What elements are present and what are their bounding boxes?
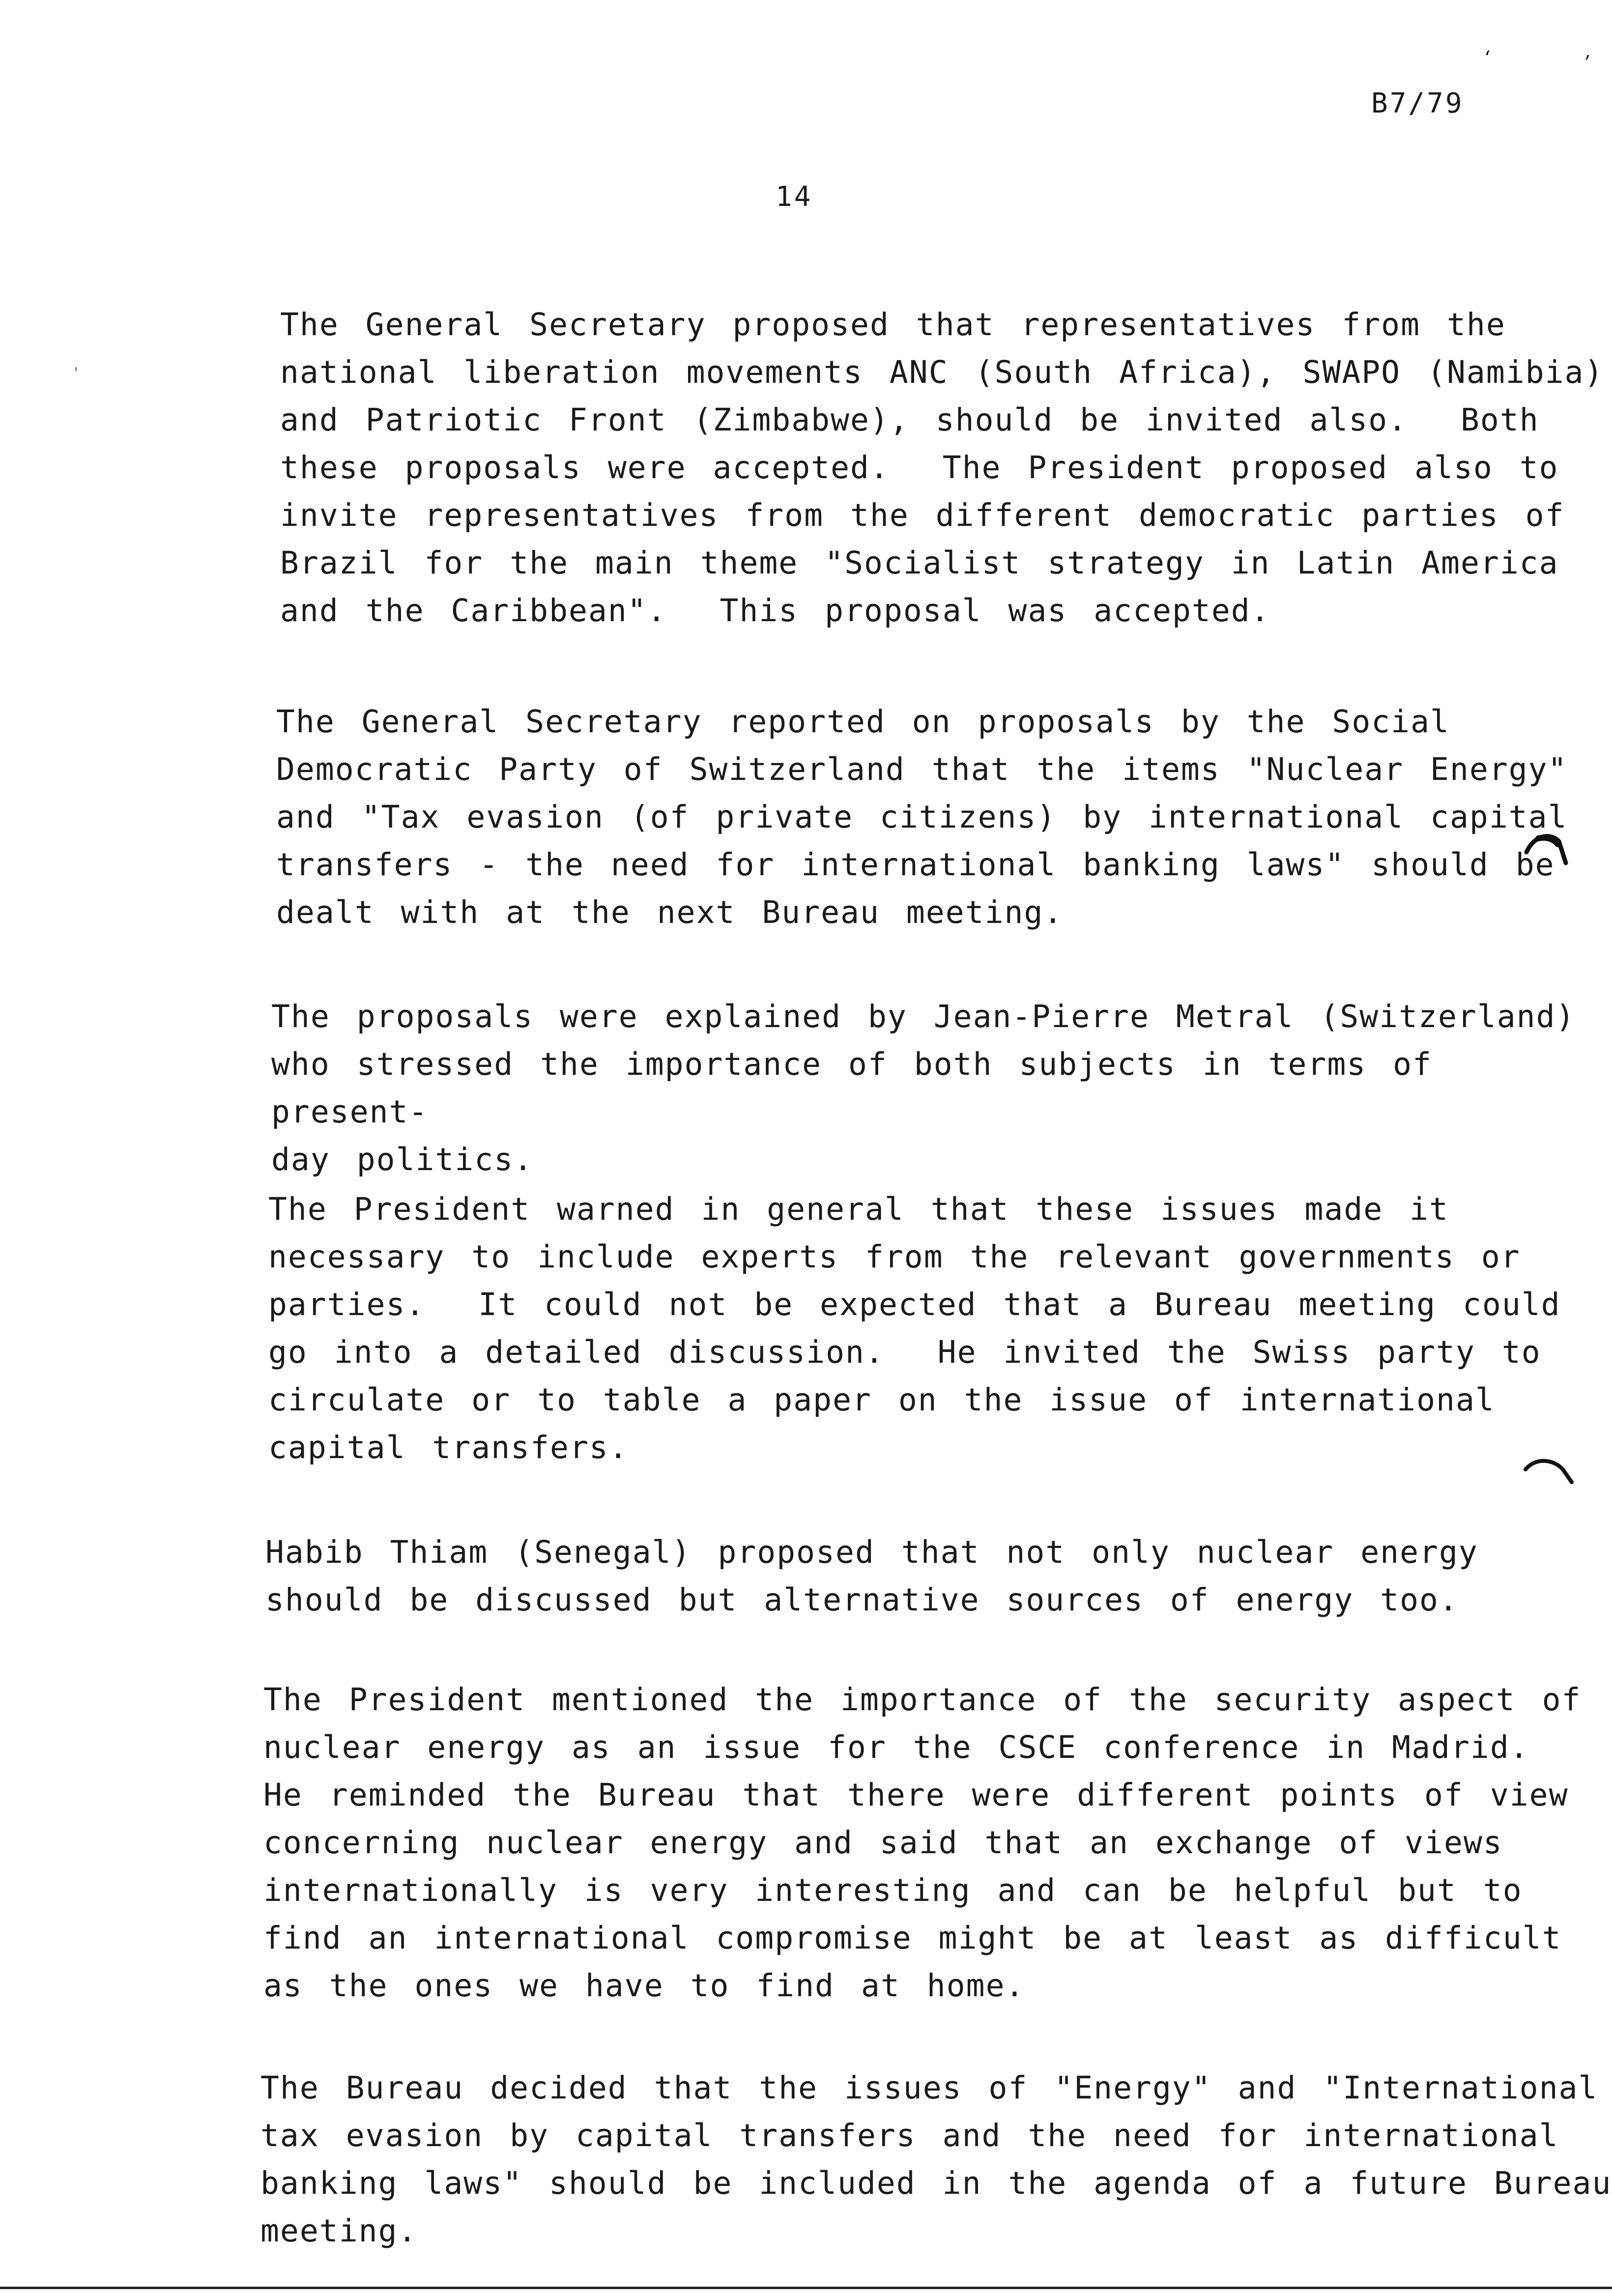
- paragraph-bureau-decision: The Bureau decided that the issues of "Energy" and "International tax evasion by capital transfers and the need for international banking laws" should be included in the agenda of a future Bureau meeting.: [260, 2070, 1612, 2249]
- paragraph-president-warning: The President warned in general that these issues made it necessary to include experts from the relevant governments or parties. It could not be expected that a Bureau meeting could go into a detailed discussion. He invited the Swiss party to circulate or to table a paper on the issue of international capital transfers.: [268, 1191, 1561, 1465]
- document-reference: B7/79: [1371, 87, 1464, 119]
- paragraph-metral-explanation: The proposals were explained by Jean-Pierre Metral (Switzerland) who stressed the importance of both subjects in terms of present- day politics.: [271, 999, 1576, 1177]
- stray-mark-top-right-tick: ʼ: [1583, 52, 1590, 75]
- margin-bracket-mark-lower: [1523, 1455, 1577, 1489]
- stray-mark-top-left-tick: ʻ: [1484, 47, 1491, 70]
- margin-bracket-mark: [1524, 831, 1573, 870]
- paragraph-invitations: The General Secretary proposed that representatives from the national liberation movements ANC (South Africa), SWAPO (Namibia) and Patriotic Front (Zimbabwe), should be invited also. Both these proposals were accepted. The President proposed also to invite representatives from the different democratic parties of Brazil for the main theme "Socialist strategy in Latin America and the Caribbean". This proposal was accepted.: [280, 307, 1604, 629]
- paragraph-president-security: The President mentioned the importance of the security aspect of nuclear energy as an issue for the CSCE conference in Madrid. He reminded the Bureau that there were different points of view concerning nuclear energy and said that an exchange of views internationally is very interesting and can be helpful but to find an international compromise might be at least as difficult as the ones we have to find at home.: [263, 1682, 1582, 2004]
- bottom-edge-line: [0, 2287, 1612, 2289]
- stray-mark-left-margin: ˈ: [74, 365, 79, 384]
- paragraph-swiss-proposals: The General Secretary reported on proposals by the Social Democratic Party of Switzerland that the items "Nuclear Energy" and "Tax evasion (of private citizens) by international capital transfers - the need for international banking laws" should be dealt with at the next Bureau meeting.: [276, 704, 1568, 930]
- paragraph-thiam-proposal: Habib Thiam (Senegal) proposed that not only nuclear energy should be discussed but alternative sources of energy too.: [265, 1534, 1478, 1618]
- page-number: 14: [776, 181, 813, 213]
